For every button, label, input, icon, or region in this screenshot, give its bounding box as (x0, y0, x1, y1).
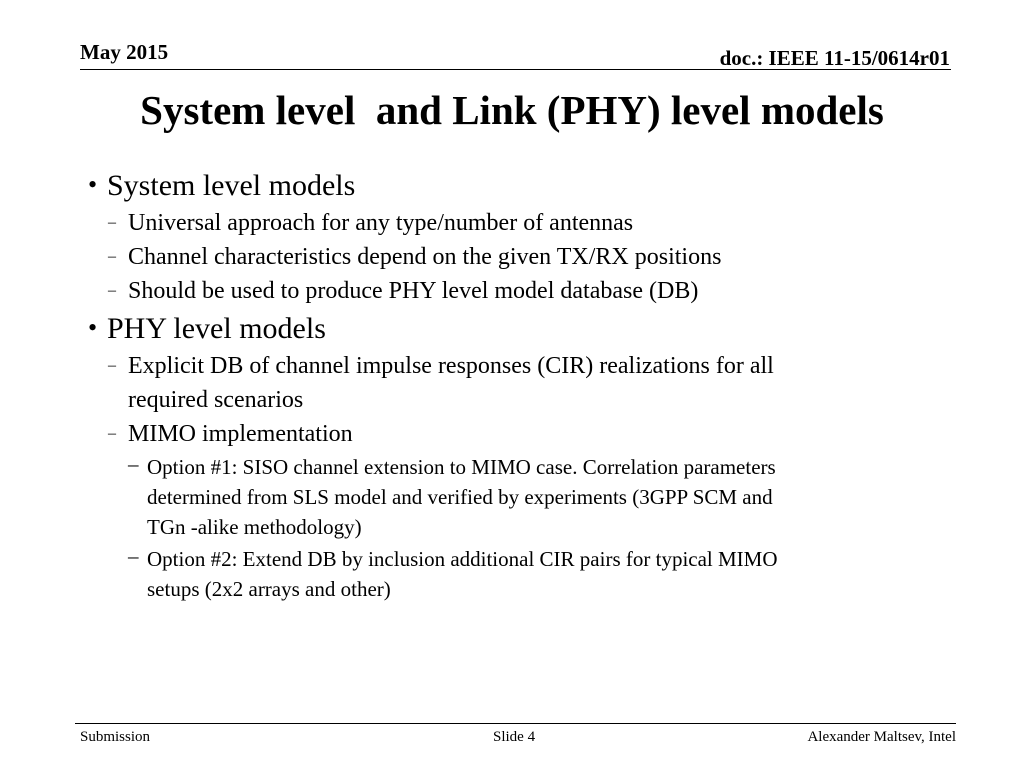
dash-icon: – (108, 248, 116, 265)
option1-line2: determined from SLS model and verified by experiments (3GPP SCM and (147, 485, 773, 509)
bullet-phy-level-models: PHY level models (107, 312, 326, 345)
dash-icon: – (128, 544, 139, 568)
dash-icon: – (108, 282, 116, 299)
option1-line1: Option #1: SISO channel extension to MIMO case. Correlation parameters (147, 455, 776, 479)
dash-icon: – (128, 452, 139, 476)
option2-line1: Option #2: Extend DB by inclusion additional CIR pairs for typical MIMO (147, 547, 778, 571)
bullet-dot-icon: • (88, 170, 98, 199)
sub-bullet-phy-database: Should be used to produce PHY level model database (DB) (128, 278, 699, 304)
bullet-system-level-models: System level models (107, 169, 356, 202)
option2-line2: setups (2x2 arrays and other) (147, 577, 391, 601)
sub-bullet-explicit-db-line1: Explicit DB of channel impulse responses (CIR) realizations for all (128, 353, 774, 379)
header-date: May 2015 (80, 40, 169, 64)
bullet-dot-icon: • (88, 313, 98, 342)
sub-bullet-channel-characteristics: Channel characteristics depend on the given TX/RX positions (128, 244, 722, 270)
sub-bullet-mimo-implementation: MIMO implementation (128, 421, 353, 447)
dash-icon: – (108, 357, 116, 374)
dash-icon: – (108, 425, 116, 442)
slide-title: System level and Link (PHY) level models (140, 87, 884, 133)
footer-author: Alexander Maltsev, Intel (807, 729, 956, 745)
header-doc-id: doc.: IEEE 11-15/0614r01 (719, 46, 950, 70)
footer-divider (75, 723, 956, 724)
sub-bullet-universal-approach: Universal approach for any type/number of antennas (128, 210, 634, 236)
option1-line3: TGn -alike methodology) (147, 515, 362, 539)
footer-slide-number: Slide 4 (493, 729, 536, 745)
dash-icon: – (108, 214, 116, 231)
sub-bullet-explicit-db-line2: required scenarios (128, 387, 304, 413)
footer-submission: Submission (80, 729, 151, 745)
